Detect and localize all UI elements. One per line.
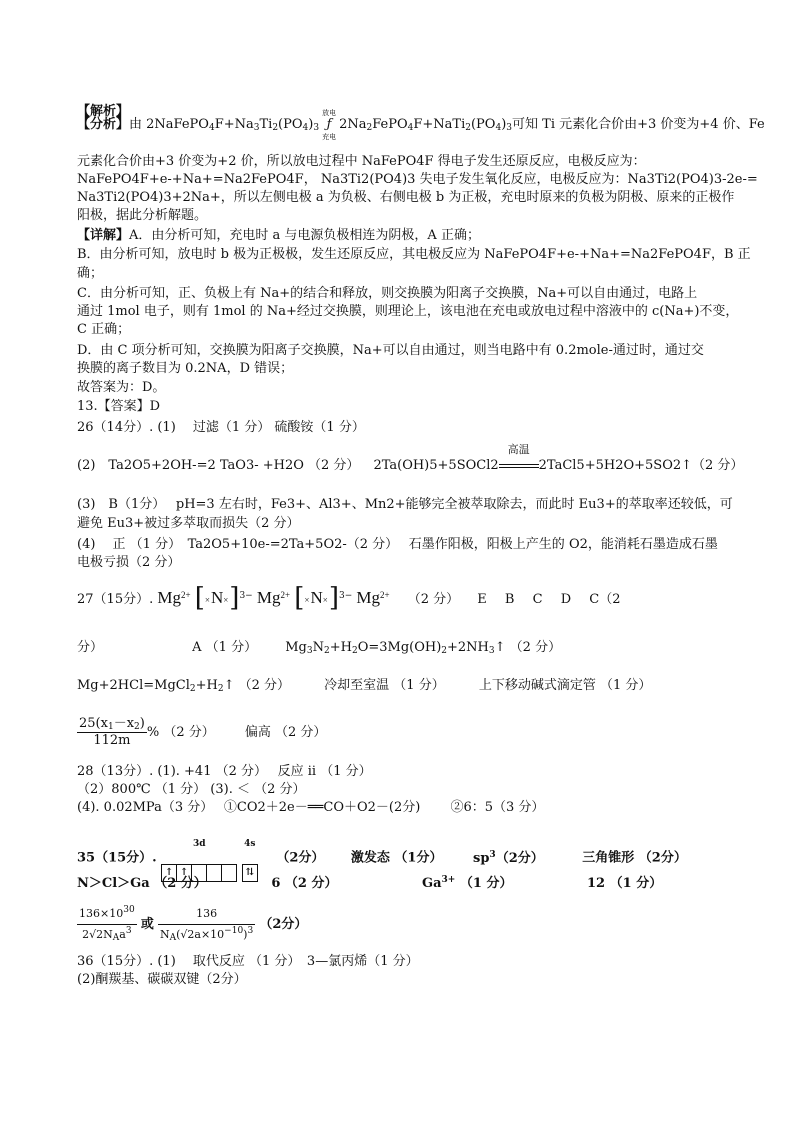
detail-line-d1: D．由 C 项分析可知，交换膜为阳离子交换膜，Na+可以自由通过，则当电路中有 0.2mole-通过时，通过交 (77, 343, 704, 358)
q27-ans-4: D (560, 592, 572, 607)
q35-pts-1: （2分） (276, 850, 325, 866)
q26-eq-1: (2) Ta2O5+2OH-=2 TaO3- +H2O （2 分） (77, 458, 360, 473)
q27-cool: 冷却至室温 （1 分） (324, 678, 445, 693)
q26-line-6: 电极亏损（2 分） (77, 555, 181, 570)
orbital-4s: 4s ⇅ (242, 830, 258, 886)
q35-order: N＞Cl＞Ga （2 分） (77, 876, 207, 891)
q35-twelve: 12 （1 分） (587, 876, 663, 891)
q27-line-4 (77, 716, 326, 749)
q28-line-3: (4). 0.02MPa（3 分） ①CO2＋2e－══CO＋O2－(2分) ②6：5（3 分） (77, 800, 545, 815)
q26-line-2 (77, 443, 744, 474)
analysis-line-3: NaFePO4F+e-+Na+=Na2FePO4F， Na3Ti2(PO4)3 失电子发生氧化反应，电极反应为：Na3Ti2(PO4)3-2e-= (77, 172, 758, 187)
q27-line-1 (77, 583, 621, 613)
nitride-charge-1: 3− (239, 591, 253, 601)
detail-line-c3: C 正确； (77, 322, 131, 337)
q26-line-5: (4) 正 （1 分） Ta2O5+10e-=2Ta+5O2-（2 分） 石墨作阳极，阳极上产生的 O2，能消耗石墨造成石墨 (77, 537, 718, 552)
q35-six: 6 （2 分） (271, 876, 338, 891)
bracket-left-2: [ (294, 583, 305, 613)
q13-answer: 13.【答案】D (77, 399, 161, 414)
detail-a: A．由分析可知，充电时 a 与电源负极相连为阴极，A 正确； (129, 228, 480, 243)
detail-conclusion: 故答案为：D。 (77, 380, 166, 395)
q26-line-4: 避免 Eu3+被过多萃取而损失（2 分） (77, 516, 300, 531)
detail-line-d2: 换膜的离子数目为 0.2NA，D 错误； (77, 361, 294, 376)
q35-sp3: $sp^3(2$分） (473, 849, 544, 866)
q27-line-2 (77, 640, 561, 656)
q27-eq-mg3n2: $Mg_3N_2+H_2O=3Mg(OH)_2+2NH_3↑$ （2 分） (285, 640, 562, 656)
q35-line-3 (77, 904, 307, 945)
orbital-3d: 3d ↑ ↑ (161, 830, 237, 886)
q27-fraction: $\frac{25(x_1-x_2)}{112m}$ (79, 716, 145, 748)
analysis-line-5: 阳极，据此分析解题。 (77, 208, 208, 223)
detail-line-c1: C．由分析可知，正、负极上有 Na+的结合和释放，则交换膜为阳离子交换膜，Na+可以自由通过，电路上 (77, 286, 698, 301)
q35-shape: 三角锥形 （2分） (582, 850, 687, 866)
q28-line-2: （2）800℃ （1 分） (3). ＜ （2 分） (77, 782, 306, 797)
analysis-line-4: Na3Ti2(PO4)3+2Na+，所以左侧电极 a 为负极、右侧电极 b 为正极，充电时原来的负极为阴极、原来的正极作 (77, 190, 735, 205)
q35-ga: $Ga^{3+}$ （1 分） (422, 875, 513, 891)
q35-frac-1: $\frac{136\times 10^{30}}{2√2N_Aa^3}$ (79, 905, 135, 943)
q27-ans-2: B (504, 592, 515, 607)
q26-eq-2a: 2Ta(OH)5+5SOCl2 (373, 458, 499, 473)
mg-ion-2: $Mg^{2+}$ (256, 588, 291, 607)
nitride-2: ×N× (304, 588, 329, 607)
q26-eq-2b: 2TaCl5+5H2O+5SO2↑（2 分） (538, 458, 744, 473)
analysis-line-2: 元素化合价由+3 价变为+2 价，所以放电过程中 NaFePO4F 得电子发生还原反应，电极反应为： (77, 154, 646, 169)
high-temp-equals: 高温 (499, 458, 539, 474)
detail-line-b2: 确； (77, 266, 104, 281)
q35-prefix: 35（15分）. (77, 850, 157, 866)
q27-fen: 分） (77, 640, 104, 655)
q27-points: （2 分） (407, 592, 460, 607)
q27-line-3 (77, 678, 651, 694)
q27-eq-mghcl: $Mg+2HCl=MgCl_2+H_2↑$ （2 分） (77, 678, 291, 694)
q35-or: 或 (140, 917, 154, 932)
q35-line-2 (77, 876, 662, 892)
bracket-left-1: [ (194, 583, 205, 613)
q36-line-2: (2)酮羰基、碳碳双键（2分） (77, 972, 247, 987)
q27-frac-tail: % （2 分） (146, 725, 215, 740)
q27-high: 偏高 （2 分） (244, 725, 327, 740)
analysis-eq-pre: 由 $2NaFePO_4F+Na_3Ti_2(PO_4)_3$ (129, 117, 320, 133)
detail-label: 【详解】 (77, 228, 130, 243)
nitride-charge-2: 3− (338, 591, 353, 601)
q28-line-1: 28（13分）. (1). +41 （2 分） 反应 ii （1 分） (77, 764, 372, 779)
reversible-arrow: 放电 ƒ 充电 (322, 109, 337, 141)
bracket-right-1: ] (229, 583, 240, 613)
q35-frac-pts: （2分） (259, 917, 308, 932)
analysis-eq-post: $2Na_2FePO_4F+NaTi_2(PO_4)_3$ (339, 117, 513, 133)
q27-burette: 上下移动碱式滴定管 （1 分） (478, 678, 652, 693)
mg-ion-3: $Mg^{2+}$ (356, 588, 390, 607)
q35-excited: 激发态 （1分） (350, 850, 443, 866)
q27-prefix: 27（15分）. (77, 592, 154, 607)
detail-line-c2: 通过 1mol 电子，则有 1mol 的 Na+经过交换膜，则理论上，该电池在充电或放电过程中溶液中的 c(Na+)不变， (77, 304, 739, 319)
q27-ans-3: C (532, 592, 543, 607)
q27-a: A （1 分） (192, 640, 258, 655)
nitride-1: ×N× (204, 588, 230, 607)
q36-line-1: 36（15分）. (1) 取代反应 （1 分） 3—氯丙烯（1 分） (77, 954, 419, 969)
bracket-right-2: ] (328, 583, 339, 613)
q27-ans-1: E (477, 592, 487, 607)
q26-line-1: 26（14分）. (1) 过滤（1 分） 硫酸铵（1 分） (77, 420, 365, 435)
q35-frac-2: $\frac{136}{N_A(√2a\times 10^{-10})^3}$ (158, 904, 255, 945)
analysis-heading: 【解析】 (77, 104, 130, 119)
mg-ion-1: $Mg^{2+}$ (157, 588, 191, 607)
q26-line-3: (3) B（1分） pH=3 左右时，Fe3+、Al3+、Mn2+能够完全被萃取除去，而此时 Eu3+的萃取率还较低，可 (77, 497, 733, 512)
detail-line-a (77, 228, 480, 244)
detail-line-b1: B．由分析可知，放电时 b 极为正极极，发生还原反应，其电极反应为 NaFePO4F+e-+Na+=Na2FePO4F，B 正 (77, 247, 751, 262)
q27-ans-5: C（2 (589, 592, 621, 607)
analysis-text-1: 可知 Ti 元素化合价由+3 价变为+4 价、Fe (512, 117, 765, 132)
analysis-label: 【分析】 (77, 117, 130, 132)
